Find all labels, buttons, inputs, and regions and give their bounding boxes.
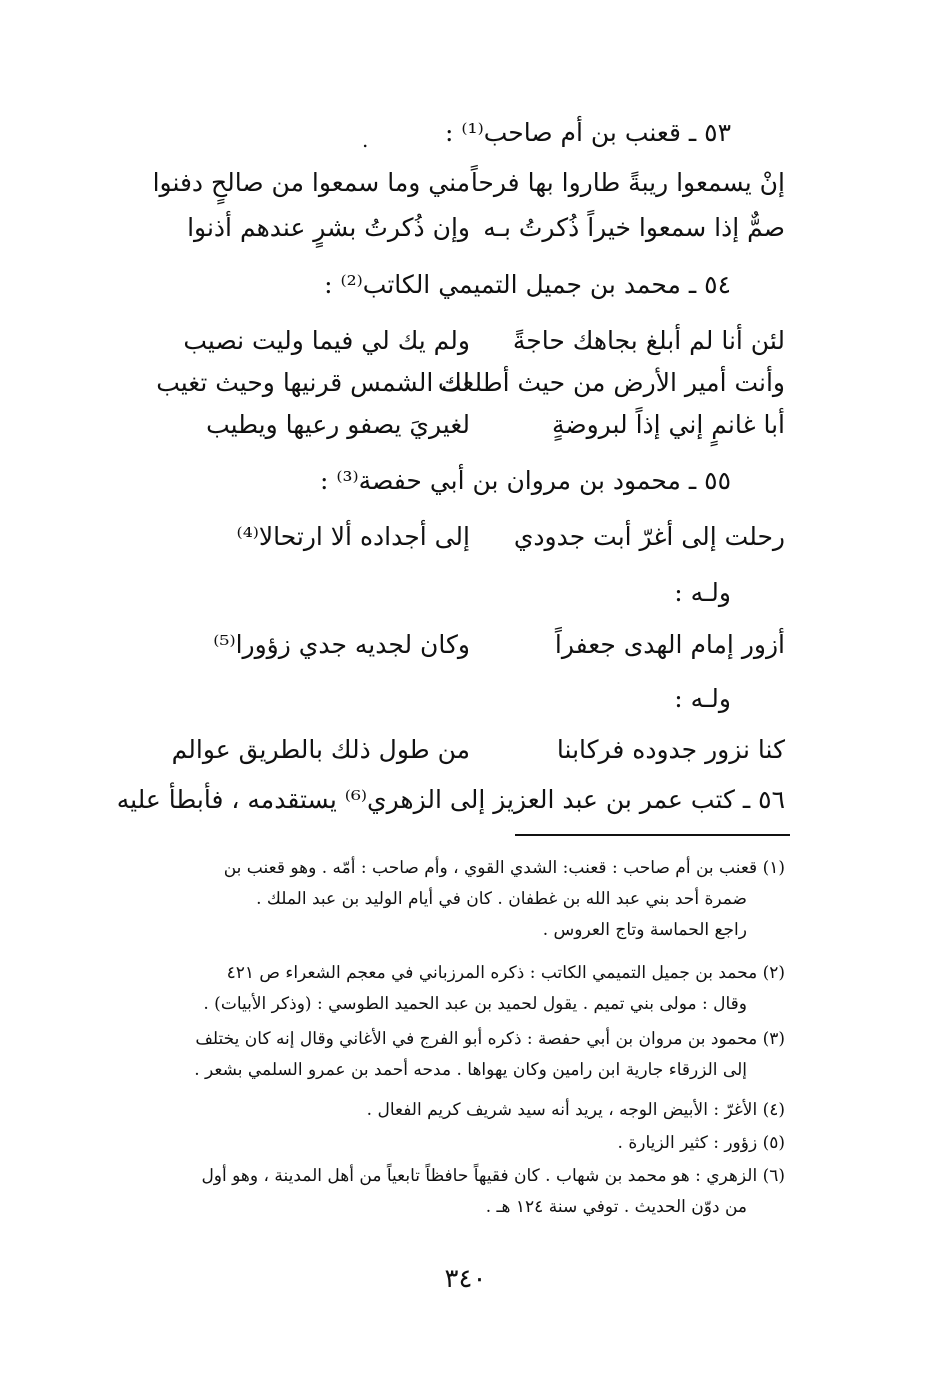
page-number: ٣٤٠ [444,1264,487,1294]
second-hemistich: وإن ذُكرتُ بشرٍ عندهم أذنوا [187,213,470,242]
ink-dot: . [362,128,369,152]
footnote-line: (٥) زؤور : كثير الزيارة . [617,1133,785,1153]
entry-55-heading: ٥٥ ـ محمود بن مروان بن أبي حفصة⁽³⁾ : [320,466,731,495]
first-hemistich: إنْ يسمعوا ريبةً طاروا بها فرحاً [470,168,785,197]
verse-line [140,213,785,253]
footnote-line: (١) قعنب بن أم صاحب : قعنب: الشدي القوي ، وأم صاحب : أمّه . وهو قعنب بن [223,858,785,878]
footnote-line: من دوّن الحديث . توفي سنة ١٢٤ هـ . [485,1197,747,1217]
footnote-3 [140,1024,785,1086]
entry-56-text: ٥٦ ـ كتب عمر بن عبد العزيز إلى الزهري⁽⁶⁾ يستقدمه ، فأبطأ عليه [116,785,785,814]
verse-line [140,735,785,775]
second-hemistich: لك الشمس قرنيها وحيث تغيب [156,368,470,397]
verse-line [140,326,785,366]
footnote-4 [140,1095,785,1126]
footnote-6 [140,1161,785,1223]
footnote-line: (٢) محمد بن جميل التميمي الكاتب : ذكره المرزباني في معجم الشعراء ص ٤٢١ [226,963,785,983]
footnote-2 [140,958,785,1020]
second-hemistich: لغيريَ يصفو رعيها ويطيب [206,410,470,439]
lahu-label: ولـه : [674,684,731,713]
footnote-separator [515,834,790,836]
second-hemistich: مني وما سمعوا من صالحٍ دفنوا [152,168,470,197]
footnote-line: إلى الزرقاء جارية ابن رامين وكان يهواها . مدحه أحمد بن عمرو السلمي بشعر . [194,1060,747,1080]
first-hemistich: لئن أنا لم أبلغ بجاهك حاجةً [512,326,785,355]
verse-line [140,522,785,562]
footnote-line: راجع الحماسة وتاج العروس . [542,920,747,940]
entry-53-heading: ٥٣ ـ قعنب بن أم صاحب⁽¹⁾ : [445,118,731,147]
lahu-label: ولـه : [674,578,731,607]
verse-line [140,168,785,208]
second-hemistich: ولم يك لي فيما وليت نصيب [183,326,470,355]
entry-54-heading: ٥٤ ـ محمد بن جميل التميمي الكاتب⁽²⁾ : [324,270,731,299]
footnote-line: (٤) الأغرّ : الأبيض الوجه ، يريد أنه سيد شريف كريم الفعال . [366,1100,785,1120]
footnote-line: (٣) محمود بن مروان بن أبي حفصة : ذكره أبو الفرج في الأغاني وقال إنه كان يختلف [195,1029,785,1049]
verse-line [140,368,785,408]
footnote-line: ضمرة أحد بني عبد الله بن غطفان . كان في أيام الوليد بن عبد الملك . [256,889,747,909]
verse-line [140,630,785,670]
first-hemistich: وأنت أمير الأرض من حيث أطلعت [437,368,785,397]
first-hemistich: رحلت إلى أغرّ أبت جدودي [513,522,785,551]
verse-line [140,410,785,450]
footnote-line: (٦) الزهري : هو محمد بن شهاب . كان فقيهاً حافظاً تابعياً من أهل المدينة ، وهو أول [201,1166,785,1186]
first-hemistich: كنا نزور جدوده فركابنا [556,735,785,764]
second-hemistich: وكان لجديه جدي زؤورا⁽⁵⁾ [213,630,470,659]
first-hemistich: أبا غانمٍ إني إذاً لبروضةٍ [551,410,785,439]
footnote-line: وقال : مولى بني تميم . يقول لحميد بن عبد الحميد الطوسي : (وذكر الأبيات) . [203,994,747,1014]
footnote-1 [140,853,785,946]
second-hemistich: إلى أجداده ألا ارتحالا⁽⁴⁾ [236,522,470,551]
second-hemistich: من طول ذلك بالطريق عوالم [171,735,470,764]
footnote-5 [140,1128,785,1159]
first-hemistich: صمٌّ إذا سمعوا خيراً ذُكرتُ بـه [483,213,785,242]
first-hemistich: أزور إمام الهدى جعفراً [554,630,785,659]
